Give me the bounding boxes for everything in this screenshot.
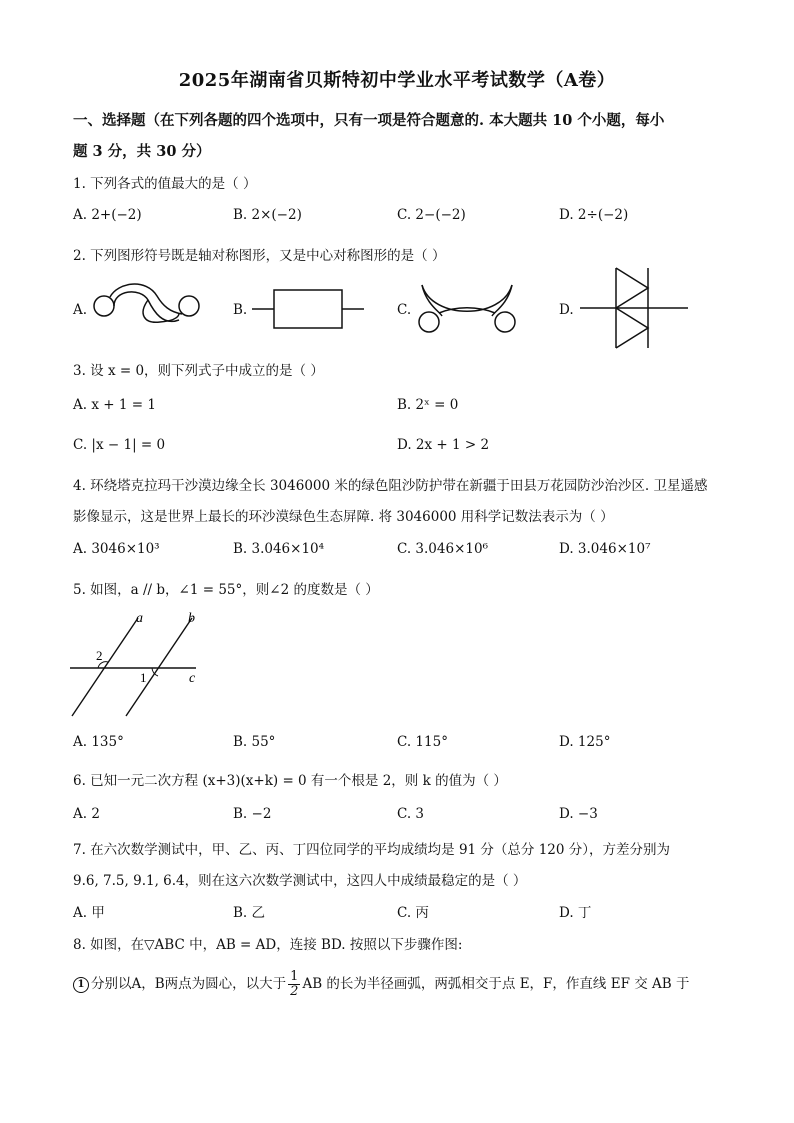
q2-option-d: D.: [559, 302, 574, 318]
q2-figure-c: [416, 282, 518, 336]
q4-option-c: C. 3.046×10⁶: [397, 541, 488, 557]
q5-label-angle1: 1: [140, 670, 147, 685]
q3-option-b: B. 2ˣ = 0: [397, 397, 459, 413]
q5-option-b: B. 55°: [233, 734, 276, 750]
step-number-circle: 1: [73, 977, 89, 993]
question-5-stem: 5. 如图，a // b，∠1 = 55°，则∠2 的度数是（ ）: [73, 582, 379, 598]
q6-option-b: B. −2: [233, 806, 272, 822]
q2-figure-b: [252, 288, 364, 330]
q5-label-angle2: 2: [96, 648, 103, 663]
q6-option-d: D. −3: [559, 806, 598, 822]
q2-option-a: A.: [73, 302, 88, 318]
q8-fraction: [288, 970, 300, 999]
question-2-stem: 2. 下列图形符号既是轴对称图形，又是中心对称图形的是（ ）: [73, 248, 446, 264]
q8-fraction-numerator: 1: [290, 969, 299, 984]
q3-option-d: D. 2x + 1 > 2: [397, 437, 490, 453]
section-heading-line2: 题 3 分，共 30 分）: [73, 143, 211, 160]
question-4-stem-line1: 4. 环绕塔克拉玛干沙漠边缘全长 3046000 米的绿色阻沙防护带在新疆于田县万花园防沙治沙区. 卫星遥感: [73, 478, 708, 494]
q7-option-c: C. 丙: [397, 905, 429, 921]
q2-figure-a: [88, 284, 213, 334]
q1-option-d: D. 2÷(−2): [559, 207, 629, 223]
question-8-step-1: [73, 970, 689, 999]
q5-option-a: A. 135°: [73, 734, 124, 750]
question-1-stem: 1. 下列各式的值最大的是（ ）: [73, 176, 257, 192]
page-title: 2025年湖南省贝斯特初中学业水平考试数学（A卷）: [178, 70, 616, 91]
q7-option-a: A. 甲: [73, 905, 105, 921]
q1-option-a: A. 2+(−2): [73, 207, 142, 223]
q8-step-text-before: 分别以A，B两点为圆心，以大于: [91, 976, 287, 992]
q7-option-d: D. 丁: [559, 905, 592, 921]
q3-option-c: C. |x − 1| = 0: [73, 437, 166, 453]
q7-option-b: B. 乙: [233, 905, 266, 921]
q5-label-c: c: [189, 671, 196, 686]
q5-label-b: b: [188, 611, 195, 626]
question-3-stem: 3. 设 x = 0，则下列式子中成立的是（ ）: [73, 363, 324, 379]
question-6-stem: 6. 已知一元二次方程 (x+3)(x+k) = 0 有一个根是 2，则 k 的值为（ ）: [73, 773, 507, 789]
q4-option-a: A. 3046×10³: [73, 541, 160, 557]
q5-option-d: D. 125°: [559, 734, 611, 750]
q6-option-c: C. 3: [397, 806, 425, 822]
q2-option-c: C.: [397, 302, 412, 318]
q5-label-a: a: [136, 611, 143, 626]
q4-option-b: B. 3.046×10⁴: [233, 541, 325, 557]
q4-option-d: D. 3.046×10⁷: [559, 541, 651, 557]
question-7-stem-line1: 7. 在六次数学测试中，甲、乙、丙、丁四位同学的平均成绩均是 91 分（总分 120 分），方差分别为: [73, 842, 671, 858]
question-8-stem: 8. 如图，在▽ABC 中，AB = AD，连接 BD. 按照以下步骤作图:: [73, 937, 463, 953]
q3-option-a: A. x + 1 = 1: [73, 397, 156, 413]
q2-figure-d: [580, 268, 688, 348]
q1-option-b: B. 2×(−2): [233, 207, 302, 223]
q2-option-b: B.: [233, 302, 248, 318]
section-heading-line1: 一、选择题（在下列各题的四个选项中，只有一项是符合题意的. 本大题共 10 个小题，每小: [73, 112, 665, 129]
q5-option-c: C. 115°: [397, 734, 448, 750]
q8-fraction-denominator: 2: [290, 984, 299, 999]
q1-option-c: C. 2−(−2): [397, 207, 466, 223]
q5-parallel-lines-figure: [70, 610, 210, 720]
q6-option-a: A. 2: [73, 806, 100, 822]
question-7-stem-line2: 9.6, 7.5, 9.1, 6.4，则在这六次数学测试中，这四人中成绩最稳定的是（ ）: [73, 873, 527, 889]
q8-step-text-after: AB 的长为半径画弧，两弧相交于点 E，F，作直线 EF 交 AB 于: [302, 976, 690, 992]
question-4-stem-line2: 影像显示，这是世界上最长的环沙漠绿色生态屏障. 将 3046000 用科学记数法表示为（ ）: [73, 509, 614, 525]
